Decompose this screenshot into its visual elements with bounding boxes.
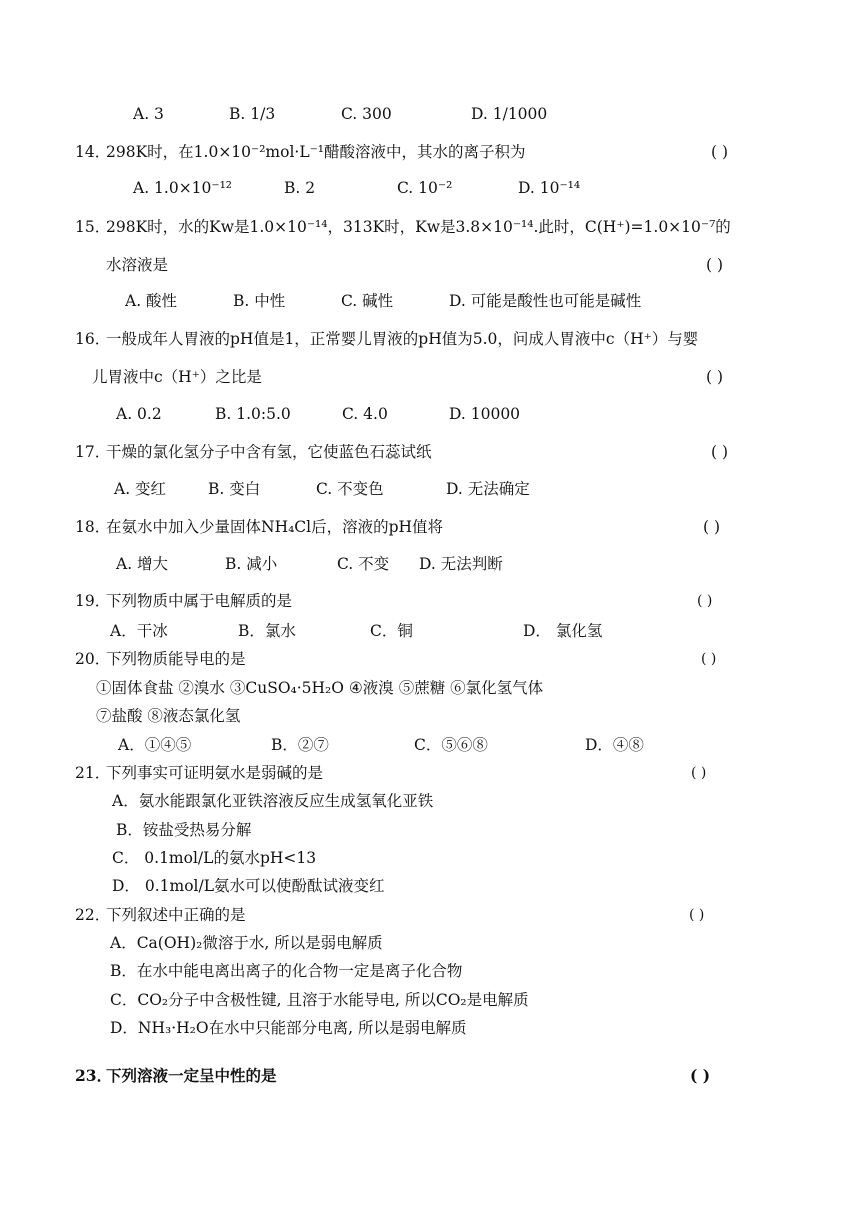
q16-text: 一般成年人胃液的pH值是1，正常婴儿胃液的pH值为5.0，问成人胃液中c（H⁺）与婴 (106, 330, 699, 348)
q21-option-d: D． 0.1mol/L氨水可以使酚酞试液变红 (112, 877, 385, 895)
q19-number: 19． (75, 592, 111, 610)
q18-option-a: A. 增大 (116, 555, 169, 573)
q15-option-d: D. 可能是酸性也可能是碱性 (449, 292, 642, 310)
q21-option-a: A．氨水能跟氯化亚铁溶液反应生成氢氧化亚铁 (112, 792, 434, 810)
q20-option-d: D．④⑧ (585, 736, 644, 754)
q20-items-1: ①固体食盐 ②溴水 ③CuSO₄·5H₂O ④液溴 ⑤蔗糖 ⑥氯化氢气体 (96, 679, 544, 697)
q15-option-b: B. 中性 (233, 292, 286, 310)
q19-option-b: B．氯水 (238, 622, 296, 640)
q18-answer-paren: ( ) (703, 518, 721, 536)
q14-text: 298K时，在1.0×10⁻²mol·L⁻¹醋酸溶液中，其水的离子积为 (106, 143, 526, 161)
q16-answer-paren: ( ) (706, 368, 724, 386)
q16-option-c: C. 4.0 (342, 405, 388, 423)
q21-number: 21． (75, 764, 111, 782)
q16-option-d: D. 10000 (449, 405, 521, 423)
q21-option-c: C． 0.1mol/L的氨水pH<13 (112, 849, 317, 867)
q22-number: 22． (75, 906, 111, 924)
q22-option-d: D．NH₃·H₂O在水中只能部分电离, 所以是弱电解质 (110, 1019, 467, 1037)
q18-option-b: B. 减小 (225, 555, 278, 573)
q22-option-c: C．CO₂分子中含极性键, 且溶于水能导电, 所以CO₂是电解质 (110, 991, 529, 1009)
q17-option-d: D. 无法确定 (446, 480, 530, 498)
q16-number: 16． (75, 330, 111, 348)
q13-option-c: C. 300 (341, 105, 392, 123)
q17-option-c: C. 不变色 (316, 480, 384, 498)
q19-option-d: D． 氯化氢 (523, 622, 603, 640)
q16-option-b: B. 1.0:5.0 (215, 405, 291, 423)
q18-number: 18． (75, 518, 111, 536)
q14-option-a: A. 1.0×10⁻¹² (133, 179, 233, 197)
q23-number: 23． (75, 1066, 113, 1085)
q17-answer-paren: ( ) (711, 443, 729, 461)
q22-text: 下列叙述中正确的是 (106, 906, 246, 924)
q20-option-a: A．①④⑤ (118, 736, 192, 754)
q21-option-b: B．铵盐受热易分解 (116, 821, 252, 839)
q15-answer-paren: ( ) (706, 256, 724, 274)
q14-option-b: B. 2 (284, 179, 316, 197)
q16-text-2: 儿胃液中c（H⁺）之比是 (92, 368, 262, 386)
q15-option-a: A. 酸性 (125, 292, 178, 310)
q23-answer-paren: ( ) (690, 1066, 711, 1085)
q13-option-a: A. 3 (133, 105, 164, 123)
q14-option-c: C. 10⁻² (397, 179, 453, 197)
q20-option-c: C．⑤⑥⑧ (414, 736, 488, 754)
q20-option-b: B．②⑦ (271, 736, 329, 754)
q22-answer-paren: ( ) (689, 907, 705, 923)
q18-option-c: C. 不变 (337, 555, 390, 573)
q20-number: 20． (75, 650, 111, 668)
q20-text: 下列物质能导电的是 (106, 650, 246, 668)
q20-answer-paren: ( ) (701, 651, 717, 667)
q15-option-c: C. 碱性 (341, 292, 394, 310)
q17-option-b: B. 变白 (208, 480, 261, 498)
q14-answer-paren: ( ) (711, 143, 729, 161)
q22-option-a: A．Ca(OH)₂微溶于水, 所以是弱电解质 (110, 934, 383, 952)
q18-text: 在氨水中加入少量固体NH₄Cl后，溶液的pH值将 (106, 518, 444, 536)
q19-option-a: A．干冰 (110, 622, 168, 640)
q13-option-b: B. 1/3 (229, 105, 276, 123)
q21-answer-paren: ( ) (691, 765, 707, 781)
q20-items-2: ⑦盐酸 ⑧液态氯化氢 (96, 707, 241, 725)
q14-number: 14． (75, 143, 111, 161)
q16-option-a: A. 0.2 (116, 405, 162, 423)
q19-option-c: C．铜 (370, 622, 413, 640)
q21-text: 下列事实可证明氨水是弱碱的是 (106, 764, 324, 782)
q17-option-a: A. 变红 (114, 480, 167, 498)
q15-text: 298K时，水的Kw是1.0×10⁻¹⁴，313K时，Kw是3.8×10⁻¹⁴.此时，C(H⁺)=1.0×10⁻⁷的 (106, 218, 731, 236)
q15-number: 15． (75, 218, 111, 236)
q17-number: 17． (75, 443, 111, 461)
q19-answer-paren: ( ) (697, 593, 713, 609)
q19-text: 下列物质中属于电解质的是 (106, 592, 293, 610)
q23-text: 下列溶液一定呈中性的是 (106, 1066, 277, 1085)
q17-text: 干燥的氯化氢分子中含有氢，它使蓝色石蕊试纸 (106, 443, 432, 461)
q13-option-d: D. 1/1000 (471, 105, 548, 123)
q22-option-b: B．在水中能电离出离子的化合物一定是离子化合物 (110, 962, 463, 980)
q14-option-d: D. 10⁻¹⁴ (518, 179, 581, 197)
q18-option-d: D. 无法判断 (419, 555, 503, 573)
q15-text-2: 水溶液是 (106, 256, 169, 274)
